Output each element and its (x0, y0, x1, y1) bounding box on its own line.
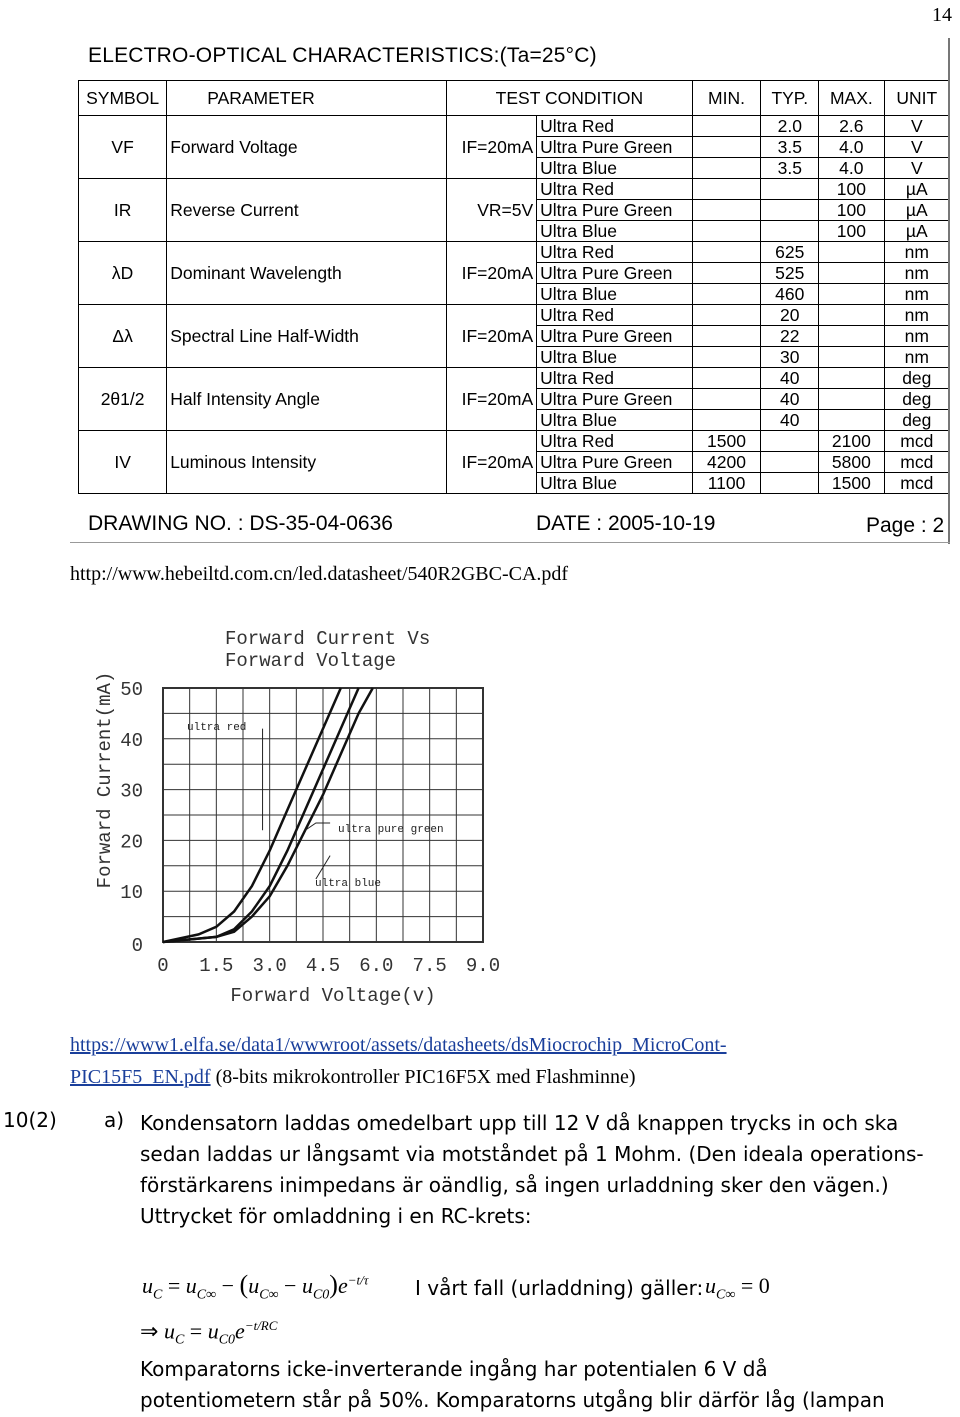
y-tick-label: 20 (120, 831, 143, 854)
cell-led-type: Ultra Blue (537, 473, 692, 494)
cell-led-type: Ultra Pure Green (537, 137, 692, 158)
cell-typ: 525 (761, 263, 819, 284)
cell-symbol: IR (79, 179, 167, 242)
cell-led-type: Ultra Pure Green (537, 200, 692, 221)
cell-max (819, 305, 885, 326)
series-label: ultra red (187, 722, 247, 734)
cell-typ (761, 221, 819, 242)
col-typ: TYP. (761, 81, 819, 116)
cell-unit: nm (884, 263, 949, 284)
cell-max: 100 (819, 221, 885, 242)
cell-led-type: Ultra Pure Green (537, 326, 692, 347)
cell-min (692, 389, 761, 410)
datasheet-excerpt (70, 38, 950, 544)
cell-min (692, 410, 761, 431)
cell-unit: deg (884, 368, 949, 389)
cell-typ (761, 200, 819, 221)
cell-typ: 22 (761, 326, 819, 347)
cell-condition: IF=20mA (447, 305, 537, 368)
x-tick-label: 3.0 (252, 955, 287, 977)
cell-min: 1500 (692, 431, 761, 452)
col-unit: UNIT (884, 81, 949, 116)
cell-symbol: Δλ (79, 305, 167, 368)
frame-divider (948, 38, 950, 544)
cell-min (692, 326, 761, 347)
cell-symbol: 2θ1/2 (79, 368, 167, 431)
table-row (79, 116, 950, 137)
cell-led-type: Ultra Red (537, 242, 692, 263)
x-tick-label: 9.0 (465, 955, 501, 977)
y-tick-label: 40 (120, 729, 143, 752)
x-axis-label: Forward Voltage(v) (230, 985, 436, 1007)
table-row (79, 242, 950, 263)
cell-max (819, 284, 885, 305)
cell-led-type: Ultra Red (537, 368, 692, 389)
cell-typ: 3.5 (761, 137, 819, 158)
x-tick-label: 6.0 (359, 955, 394, 977)
cell-max: 2.6 (819, 116, 885, 137)
question-line: förstärkarens inimpedans är oändlig, så ingen urladdning sker den vägen.) (140, 1173, 889, 1197)
cell-typ: 2.0 (761, 116, 819, 137)
chart-title-line: Forward Current Vs (225, 628, 431, 650)
table-row (79, 368, 950, 389)
question-line: sedan laddas ur långsamt via motståndet på 1 Mohm. (Den ideala operations- (140, 1142, 924, 1166)
cell-symbol: VF (79, 116, 167, 179)
cell-typ: 3.5 (761, 158, 819, 179)
cell-led-type: Ultra Red (537, 431, 692, 452)
col-symbol: SYMBOL (79, 81, 167, 116)
cell-led-type: Ultra Pure Green (537, 263, 692, 284)
cell-min: 4200 (692, 452, 761, 473)
cell-typ: 625 (761, 242, 819, 263)
cell-unit: nm (884, 305, 949, 326)
question-line: Kondensatorn laddas omedelbart upp till 12 V då knappen trycks in och ska (140, 1111, 899, 1135)
cell-max (819, 326, 885, 347)
cell-unit: nm (884, 347, 949, 368)
question-number: 10(2) (3, 1108, 57, 1132)
cell-min (692, 221, 761, 242)
answer-line: potentiometern står på 50%. Komparatorns utgång blir därför låg (lampan (140, 1388, 885, 1412)
answer-text (140, 1354, 885, 1416)
series-label: ultra pure green (338, 824, 444, 836)
cell-max: 4.0 (819, 158, 885, 179)
cell-unit: V (884, 137, 949, 158)
cell-unit: nm (884, 242, 949, 263)
chart-title-line: Forward Voltage (225, 650, 397, 672)
drawing-number: DRAWING NO. : DS-35-04-0636 (88, 512, 393, 535)
cell-max (819, 368, 885, 389)
cell-led-type: Ultra Blue (537, 347, 692, 368)
cell-unit: nm (884, 284, 949, 305)
cell-typ (761, 179, 819, 200)
cell-unit: mcd (884, 473, 949, 494)
question-text (140, 1108, 950, 1232)
cell-unit: µA (884, 179, 949, 200)
condition-equation: $u_{C\infty} = 0$ (705, 1273, 770, 1303)
cell-min (692, 200, 761, 221)
cell-symbol: IV (79, 431, 167, 494)
cell-led-type: Ultra Pure Green (537, 452, 692, 473)
cell-led-type: Ultra Blue (537, 284, 692, 305)
cell-parameter: Reverse Current (167, 179, 447, 242)
cell-min (692, 116, 761, 137)
cell-max (819, 389, 885, 410)
cell-led-type: Ultra Red (537, 305, 692, 326)
cell-typ: 40 (761, 368, 819, 389)
cell-unit: deg (884, 410, 949, 431)
discharge-equation: ⇒ $u_C = u_{C0}e^{-t/RC}$ (140, 1318, 278, 1348)
cell-typ: 460 (761, 284, 819, 305)
cell-unit: µA (884, 200, 949, 221)
cell-condition: IF=20mA (447, 368, 537, 431)
col-max: MAX. (819, 81, 885, 116)
x-tick-label: 0 (157, 955, 169, 977)
cell-max: 4.0 (819, 137, 885, 158)
cell-unit: µA (884, 221, 949, 242)
cell-max: 2100 (819, 431, 885, 452)
cell-parameter: Spectral Line Half-Width (167, 305, 447, 368)
datasheet-title: ELECTRO-OPTICAL CHARACTERISTICS:(Ta=25°C) (88, 44, 597, 67)
cell-max: 100 (819, 179, 885, 200)
table-row (79, 431, 950, 452)
cell-unit: deg (884, 389, 949, 410)
cell-min: 1100 (692, 473, 761, 494)
x-tick-label: 1.5 (199, 955, 234, 977)
rc-equation: $u_C = u_{C\infty} - (u_{C\infty} - u_{C0})e^{-t/\tau}$ (142, 1270, 369, 1303)
cell-parameter: Dominant Wavelength (167, 242, 447, 305)
cell-condition: IF=20mA (447, 431, 537, 494)
cell-typ: 40 (761, 389, 819, 410)
frame-divider (70, 542, 950, 543)
cell-min (692, 368, 761, 389)
cell-led-type: Ultra Blue (537, 221, 692, 242)
cell-unit: V (884, 116, 949, 137)
cell-max (819, 347, 885, 368)
table-row (79, 305, 950, 326)
drawing-page: Page : 2 (866, 514, 945, 537)
cell-min (692, 263, 761, 284)
cell-unit: nm (884, 326, 949, 347)
cell-typ: 40 (761, 410, 819, 431)
cell-min (692, 137, 761, 158)
answer-line: Komparatorns icke-inverterande ingång har potentialen 6 V då (140, 1357, 768, 1381)
datasheet-link-continuation (70, 1066, 636, 1089)
cell-min (692, 179, 761, 200)
chart-svg (90, 620, 510, 1020)
cell-typ (761, 452, 819, 473)
datasheet-link[interactable]: https://www1.elfa.se/data1/wwwroot/assets/datasheets/dsMiocrochip_MicroCont- (70, 1034, 727, 1056)
col-test-condition: TEST CONDITION (447, 81, 692, 116)
cell-min (692, 158, 761, 179)
condition-text: I vårt fall (urladdning) gäller: (415, 1276, 704, 1300)
electro-optical-table (78, 80, 950, 494)
cell-max (819, 263, 885, 284)
cell-parameter: Forward Voltage (167, 116, 447, 179)
cell-min (692, 305, 761, 326)
col-parameter: PARAMETER (167, 81, 447, 116)
cell-led-type: Ultra Blue (537, 158, 692, 179)
forward-current-chart (90, 620, 510, 1020)
cell-condition: IF=20mA (447, 242, 537, 305)
cell-led-type: Ultra Red (537, 116, 692, 137)
cell-min (692, 242, 761, 263)
page-number: 14 (932, 4, 952, 26)
series-label: ultra blue (315, 878, 382, 890)
cell-unit: mcd (884, 452, 949, 473)
cell-parameter: Half Intensity Angle (167, 368, 447, 431)
table-row (79, 179, 950, 200)
cell-max (819, 410, 885, 431)
source-url-1: http://www.hebeiltd.com.cn/led.datasheet/540R2GBC-CA.pdf (70, 563, 569, 585)
cell-unit: mcd (884, 431, 949, 452)
cell-parameter: Luminous Intensity (167, 431, 447, 494)
question-line: Uttrycket för omladdning i en RC-krets: (140, 1204, 532, 1228)
cell-led-type: Ultra Red (537, 179, 692, 200)
cell-unit: V (884, 158, 949, 179)
cell-condition: IF=20mA (447, 116, 537, 179)
cell-led-type: Ultra Blue (537, 410, 692, 431)
datasheet-link-part2[interactable]: PIC15F5_EN.pdf (70, 1066, 211, 1088)
cell-typ (761, 473, 819, 494)
cell-max: 5800 (819, 452, 885, 473)
y-axis-label: Forward Current(mA) (94, 671, 116, 889)
cell-typ: 20 (761, 305, 819, 326)
table-header-row (79, 81, 950, 116)
cell-symbol: λD (79, 242, 167, 305)
drawing-date: DATE : 2005-10-19 (536, 512, 716, 535)
x-tick-label: 7.5 (412, 955, 447, 977)
cell-min (692, 347, 761, 368)
cell-led-type: Ultra Pure Green (537, 389, 692, 410)
cell-max: 1500 (819, 473, 885, 494)
y-tick-label: 0 (131, 935, 143, 957)
y-tick-label: 10 (120, 882, 143, 905)
x-tick-label: 4.5 (305, 955, 341, 977)
cell-min (692, 284, 761, 305)
cell-typ (761, 431, 819, 452)
y-tick-label: 30 (120, 780, 143, 803)
cell-typ: 30 (761, 347, 819, 368)
y-tick-label: 50 (120, 679, 143, 701)
cell-max (819, 242, 885, 263)
link-description: (8-bits mikrokontroller PIC16F5X med Flashminne) (210, 1066, 636, 1088)
col-min: MIN. (692, 81, 761, 116)
cell-max: 100 (819, 200, 885, 221)
cell-condition: VR=5V (447, 179, 537, 242)
question-part: a) (104, 1108, 125, 1132)
